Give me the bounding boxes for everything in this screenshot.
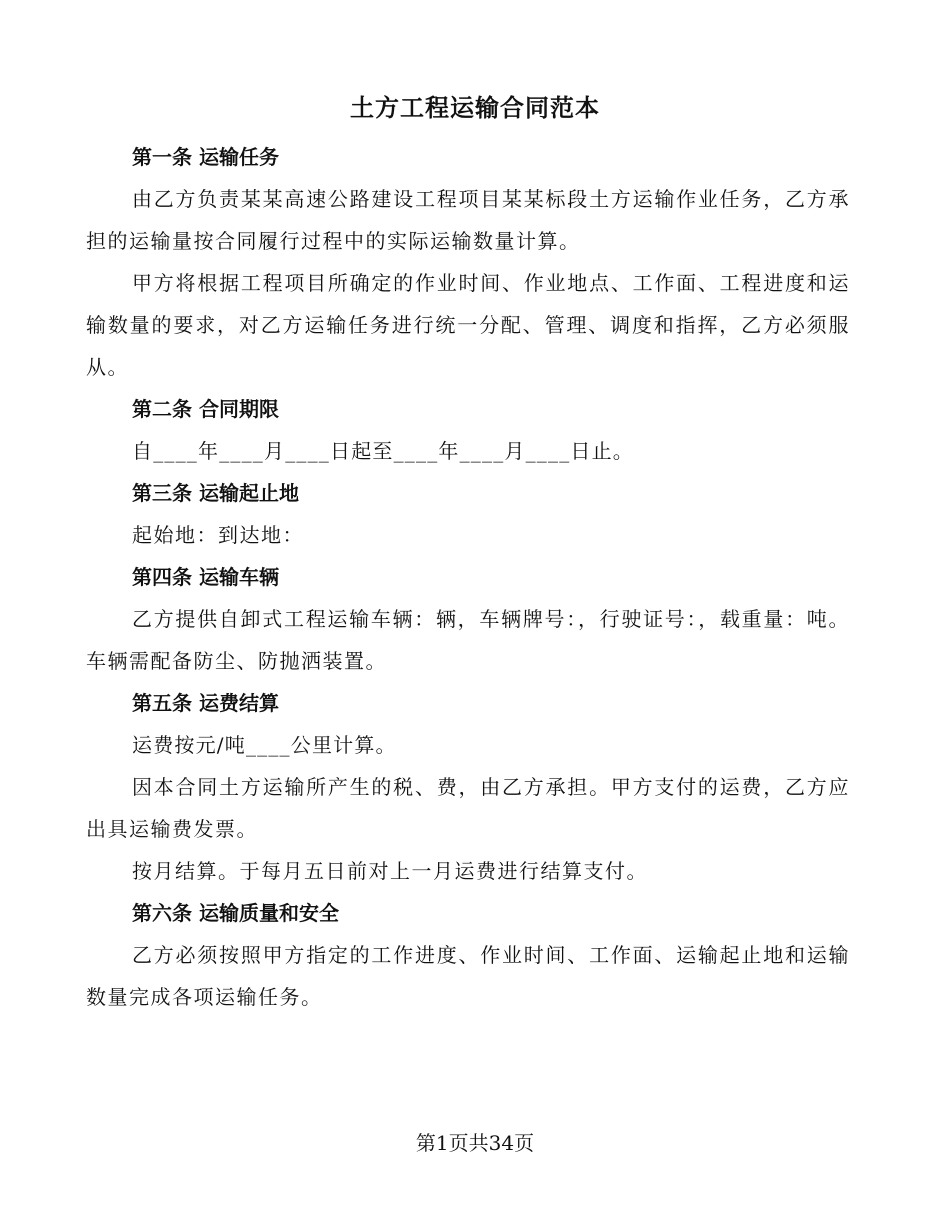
section-1 [86, 136, 850, 388]
section-2 [86, 388, 850, 472]
section-4 [86, 556, 850, 682]
section-heading: 第六条 运输质量和安全 [132, 901, 339, 925]
paragraph: 运费按元/吨____公里计算。 [132, 733, 397, 757]
section-heading: 第五条 运费结算 [132, 691, 279, 715]
section-5 [86, 682, 850, 892]
section-heading: 第三条 运输起止地 [132, 481, 299, 505]
paragraph: 起始地：到达地： [132, 523, 304, 547]
section-heading: 第二条 合同期限 [132, 397, 279, 421]
section-heading: 第一条 运输任务 [132, 145, 279, 169]
paragraph: 甲方将根据工程项目所确定的作业时间、作业地点、工作面、工程进度和运输数量的要求，对乙方运输任务进行统一分配、管理、调度和指挥，乙方必须服从。 [86, 271, 850, 379]
section-heading: 第四条 运输车辆 [132, 565, 279, 589]
paragraph: 按月结算。于每月五日前对上一月运费进行结算支付。 [132, 859, 648, 883]
paragraph: 由乙方负责某某高速公路建设工程项目某某标段土方运输作业任务，乙方承担的运输量按合同履行过程中的实际运输数量计算。 [86, 187, 850, 253]
page-number: 第1页共34页 [415, 1131, 535, 1155]
document-title: 土方工程运输合同范本 [350, 93, 600, 122]
paragraph: 乙方必须按照甲方指定的工作进度、作业时间、工作面、运输起止地和运输数量完成各项运输任务。 [86, 943, 850, 1009]
section-6 [86, 892, 850, 1018]
paragraph: 自____年____月____日起至____年____月____日止。 [132, 439, 634, 463]
section-3 [86, 472, 850, 556]
paragraph: 乙方提供自卸式工程运输车辆：辆，车辆牌号：，行驶证号：，载重量：吨。车辆需配备防尘、防抛洒装置。 [86, 607, 850, 673]
paragraph: 因本合同土方运输所产生的税、费，由乙方承担。甲方支付的运费，乙方应出具运输费发票。 [86, 775, 850, 841]
document-body [86, 136, 850, 1018]
